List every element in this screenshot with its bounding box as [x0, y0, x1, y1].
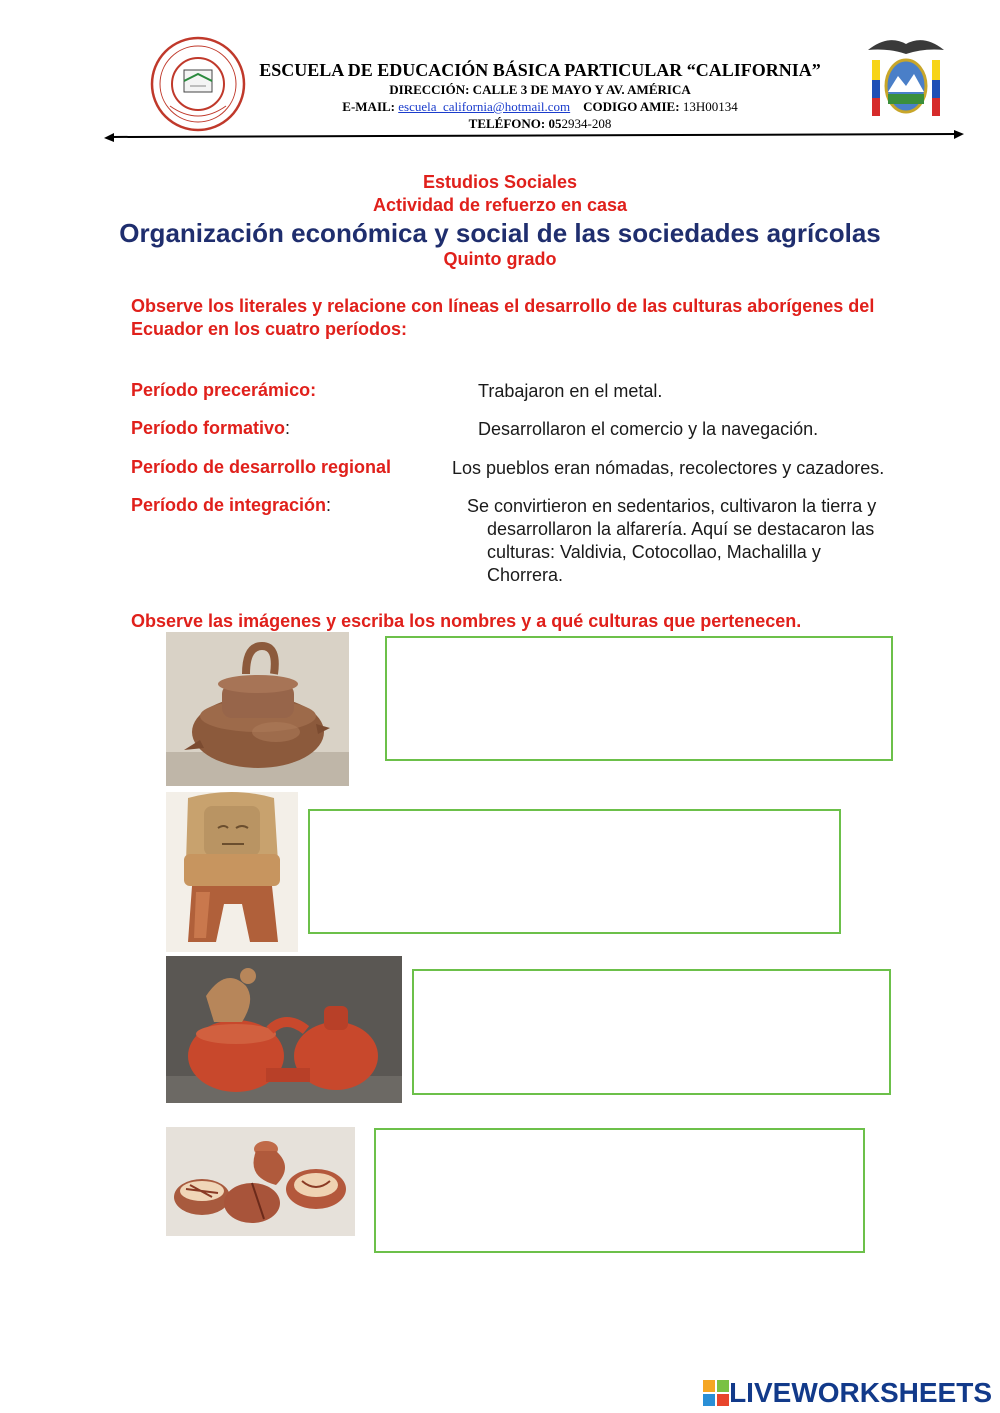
description-nomadas: Los pueblos eran nómadas, recolectores y cazadores.	[452, 458, 885, 478]
description-sedentarios-line3: culturas: Valdivia, Cotocollao, Machalilla y	[487, 542, 821, 562]
description-comercio: Desarrollaron el comercio y la navegación.	[478, 419, 819, 439]
answer-box-1[interactable]	[385, 636, 893, 761]
period-label-precerámico: Período precerámico:	[131, 380, 317, 400]
description-sedentarios-line1: Se convirtieron en sedentarios, cultivaron la tierra y	[467, 496, 877, 516]
artifact-image-2	[166, 792, 298, 952]
activity-title: Actividad de refuerzo en casa	[372, 195, 628, 215]
subject-title: Estudios Sociales	[422, 172, 578, 192]
school-contact	[240, 99, 840, 115]
liveworksheets-icon	[703, 1380, 729, 1406]
brand-text: LIVEWORKSHEETS	[729, 1377, 992, 1408]
description-metal: Trabajaron en el metal.	[478, 381, 663, 401]
page-title: Organización económica y social de las sociedades agrícolas	[119, 218, 881, 248]
school-name: ESCUELA DE EDUCACIÓN BÁSICA PARTICULAR “CALIFORNIA”	[259, 60, 821, 80]
email-label: E-MAIL:	[342, 99, 395, 114]
artifact-image-1	[166, 632, 349, 786]
instruction-images: Observe las imágenes y escriba los nombres y a qué culturas que pertenecen.	[131, 611, 802, 631]
ecuador-coat-of-arms	[858, 30, 954, 126]
school-seal-logo	[150, 36, 246, 132]
artifact-image-4	[166, 1127, 355, 1236]
phone-label: TELÉFONO: 05	[468, 116, 562, 131]
school-address: DIRECCIÓN: CALLE 3 DE MAYO Y AV. AMÉRICA	[389, 82, 691, 97]
liveworksheets-brand	[703, 1378, 992, 1408]
answer-box-3[interactable]	[412, 969, 891, 1095]
instruction-match: Observe los literales y relacione con líneas el desarrollo de las culturas aborígenes del Ecuador en los cuatro períodos:	[131, 296, 875, 339]
artifact-image-3	[166, 956, 402, 1103]
grade-title: Quinto grado	[443, 249, 557, 269]
answer-box-2[interactable]	[308, 809, 841, 934]
email-link[interactable]: escuela_california@hotmail.com	[398, 99, 571, 114]
phone-number: 2934-208	[561, 116, 612, 131]
period-label-integracion: Período de integración:	[131, 495, 332, 515]
period-label-desarrollo-regional: Período de desarrollo regional	[131, 457, 392, 477]
period-label-formativo: Período formativo:	[131, 418, 291, 438]
description-sedentarios-line4: Chorrera.	[487, 565, 564, 585]
answer-box-4[interactable]	[374, 1128, 865, 1253]
amie-code: 13H00134	[682, 99, 738, 114]
amie-label: CODIGO AMIE:	[583, 99, 680, 114]
description-sedentarios-line2: desarrollaron la alfarería. Aquí se destacaron las	[487, 519, 875, 539]
header-divider-line	[104, 130, 964, 144]
